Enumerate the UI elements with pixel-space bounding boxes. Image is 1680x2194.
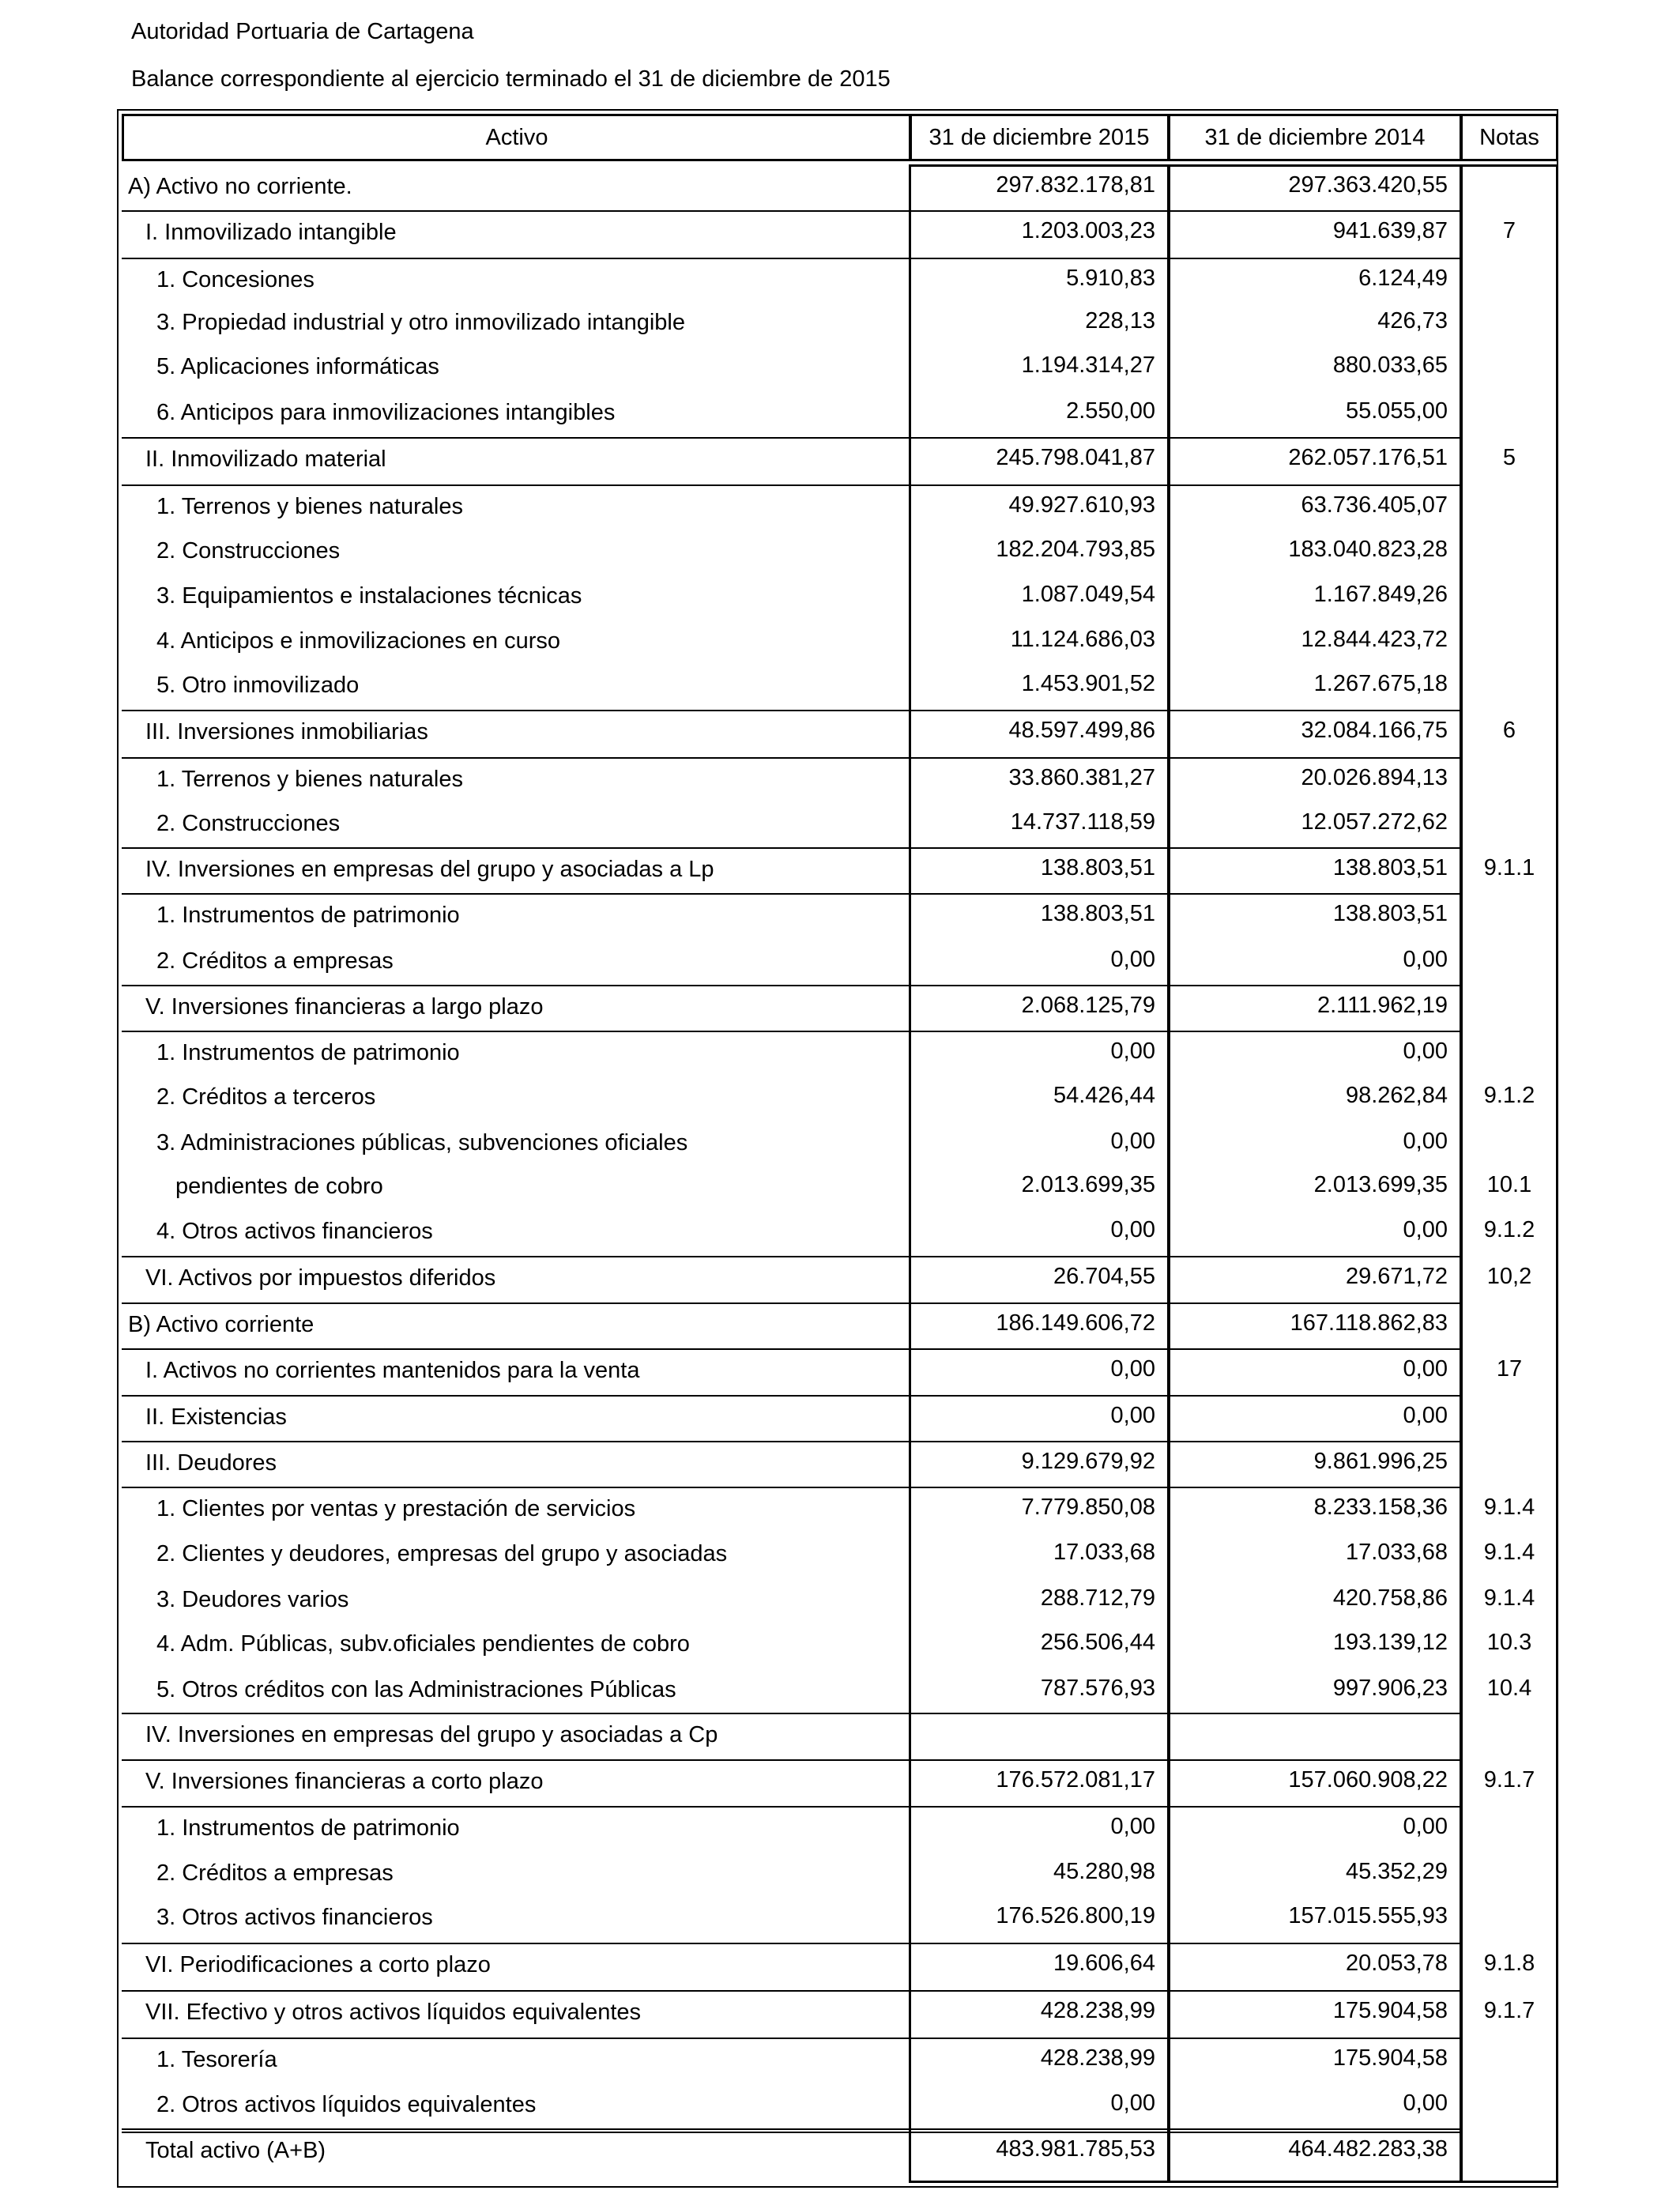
row-label: V. Inversiones financieras a largo plazo bbox=[145, 994, 544, 1020]
row-separator bbox=[122, 258, 1462, 259]
value-2014: 6.124,49 bbox=[1358, 266, 1448, 291]
row-label: VII. Efectivo y otros activos líquidos equivalentes bbox=[145, 2000, 642, 2025]
value-2014: 0,00 bbox=[1403, 1129, 1448, 1154]
value-2015: 0,00 bbox=[1110, 1356, 1155, 1382]
row-label: 1. Instrumentos de patrimonio bbox=[156, 1040, 460, 1065]
row-label: 3. Otros activos financieros bbox=[156, 1905, 433, 1930]
row-note: 9.1.2 bbox=[1483, 1083, 1535, 1108]
value-2014: 193.139,12 bbox=[1332, 1630, 1448, 1655]
row-label: 1. Terrenos y bienes naturales bbox=[156, 494, 463, 519]
value-2014: 98.262,84 bbox=[1345, 1083, 1448, 1108]
value-2014: 1.167.849,26 bbox=[1313, 582, 1448, 607]
row-label: III. Inversiones inmobiliarias bbox=[145, 719, 428, 745]
row-note: 9.1.4 bbox=[1483, 1585, 1535, 1611]
row-label: 2. Créditos a terceros bbox=[156, 1084, 376, 1110]
value-2015: 14.737.118,59 bbox=[1010, 809, 1155, 835]
value-2015: 1.087.049,54 bbox=[1021, 582, 1155, 607]
value-2015: 33.860.381,27 bbox=[1008, 765, 1155, 790]
row-note: 9.1.2 bbox=[1483, 1217, 1535, 1242]
value-2015: 0,00 bbox=[1110, 1039, 1155, 1064]
row-separator bbox=[122, 210, 1462, 212]
row-separator bbox=[122, 985, 1462, 986]
row-label: 1. Concesiones bbox=[156, 267, 315, 292]
row-label: 2. Otros activos líquidos equivalentes bbox=[156, 2092, 537, 2117]
doc-title: Balance correspondiente al ejercicio terminado el 31 de diciembre de 2015 bbox=[131, 66, 891, 92]
row-label: B) Activo corriente bbox=[128, 1312, 315, 1337]
row-separator bbox=[122, 1302, 1462, 1304]
total-separator bbox=[122, 2132, 1462, 2133]
value-2014: 63.736.405,07 bbox=[1301, 492, 1448, 518]
value-2015: 11.124.686,03 bbox=[1010, 627, 1155, 652]
value-2014: 880.033,65 bbox=[1332, 352, 1448, 378]
row-label: 3. Administraciones públicas, subvenciones oficiales bbox=[156, 1130, 688, 1155]
row-separator bbox=[122, 437, 1462, 439]
value-2014: 262.057.176,51 bbox=[1288, 445, 1448, 470]
row-note: 10.4 bbox=[1486, 1676, 1532, 1701]
value-2015: 26.704,55 bbox=[1053, 1264, 1155, 1289]
value-2014: 157.060.908,22 bbox=[1288, 1767, 1448, 1793]
value-2015: 7.779.850,08 bbox=[1021, 1495, 1155, 1520]
row-separator bbox=[122, 847, 1462, 849]
value-2015: 138.803,51 bbox=[1040, 855, 1155, 880]
value-2015: 1.194.314,27 bbox=[1021, 352, 1155, 378]
value-2014: 2.013.699,35 bbox=[1313, 1172, 1448, 1197]
row-note: 17 bbox=[1496, 1356, 1523, 1382]
row-separator bbox=[122, 484, 1462, 486]
value-2015: 0,00 bbox=[1110, 1129, 1155, 1154]
row-separator bbox=[122, 893, 1462, 895]
row-separator bbox=[122, 2038, 1462, 2039]
row-label: 5. Otro inmovilizado bbox=[156, 673, 360, 698]
value-2014: 32.084.166,75 bbox=[1301, 718, 1448, 743]
header-notas: Notas bbox=[1460, 114, 1558, 161]
value-2015: 182.204.793,85 bbox=[996, 537, 1155, 562]
row-label: 2. Créditos a empresas bbox=[156, 948, 394, 974]
value-2014: 0,00 bbox=[1403, 1814, 1448, 1839]
row-label: II. Existencias bbox=[145, 1404, 287, 1430]
value-2014: 20.026.894,13 bbox=[1301, 765, 1448, 790]
value-2014: 167.118.862,83 bbox=[1290, 1310, 1448, 1336]
value-2014: 17.033,68 bbox=[1345, 1540, 1448, 1565]
row-note: 9.1.4 bbox=[1483, 1495, 1535, 1520]
row-note: 9.1.1 bbox=[1483, 855, 1535, 880]
row-label: VI. Activos por impuestos diferidos bbox=[145, 1265, 496, 1291]
value-2015: 297.832.178,81 bbox=[996, 172, 1155, 198]
value-2014: 0,00 bbox=[1403, 2090, 1448, 2116]
row-label: I. Inmovilizado intangible bbox=[145, 220, 397, 245]
value-2015: 1.453.901,52 bbox=[1021, 671, 1155, 696]
value-2015: 5.910,83 bbox=[1066, 266, 1155, 291]
row-note: 10.1 bbox=[1486, 1172, 1532, 1197]
row-label: I. Activos no corrientes mantenidos para la venta bbox=[145, 1358, 640, 1383]
row-separator bbox=[122, 1713, 1462, 1714]
row-label: 1. Instrumentos de patrimonio bbox=[156, 1815, 460, 1841]
value-2015: 176.526.800,19 bbox=[996, 1903, 1155, 1928]
value-2014: 0,00 bbox=[1403, 1356, 1448, 1382]
value-2015: 428.238,99 bbox=[1040, 2045, 1155, 2071]
value-2015: 256.506,44 bbox=[1040, 1630, 1155, 1655]
value-2015: 19.606,64 bbox=[1053, 1951, 1155, 1976]
value-2015: 428.238,99 bbox=[1040, 1998, 1155, 2023]
value-2014: 20.053,78 bbox=[1345, 1951, 1448, 1976]
row-separator bbox=[122, 1256, 1462, 1257]
value-2014: 997.906,23 bbox=[1332, 1676, 1448, 1701]
row-label: 2. Construcciones bbox=[156, 811, 341, 836]
value-2015: 176.572.081,17 bbox=[996, 1767, 1155, 1793]
value-2014: 420.758,86 bbox=[1332, 1585, 1448, 1611]
row-label: 5. Aplicaciones informáticas bbox=[156, 354, 439, 379]
value-2015: 228,13 bbox=[1085, 308, 1155, 334]
value-2014: 8.233.158,36 bbox=[1313, 1495, 1448, 1520]
row-label: 4. Adm. Públicas, subv.oficiales pendientes de cobro bbox=[156, 1631, 690, 1657]
value-2014: 941.639,87 bbox=[1332, 218, 1448, 243]
value-2015: 0,00 bbox=[1110, 1814, 1155, 1839]
header-2014: 31 de diciembre 2014 bbox=[1168, 114, 1462, 161]
row-label: 3. Propiedad industrial y otro inmovilizado intangible bbox=[156, 310, 685, 335]
value-2014: 0,00 bbox=[1403, 1403, 1448, 1428]
row-label: 5. Otros créditos con las Administraciones Públicas bbox=[156, 1677, 676, 1702]
row-label: 2. Créditos a empresas bbox=[156, 1860, 394, 1886]
value-2015: 483.981.785,53 bbox=[996, 2136, 1155, 2162]
row-separator bbox=[122, 1759, 1462, 1761]
value-2014: 12.057.272,62 bbox=[1301, 809, 1448, 835]
value-2015: 245.798.041,87 bbox=[996, 445, 1155, 470]
row-note: 9.1.4 bbox=[1483, 1540, 1535, 1565]
row-note: 9.1.7 bbox=[1483, 1998, 1535, 2023]
header-activo: Activo bbox=[122, 114, 912, 161]
row-note: 9.1.8 bbox=[1483, 1951, 1535, 1976]
row-note: 9.1.7 bbox=[1483, 1767, 1535, 1793]
value-2014: 2.111.962,19 bbox=[1317, 993, 1448, 1018]
row-label: 1. Terrenos y bienes naturales bbox=[156, 767, 463, 792]
value-2015: 49.927.610,93 bbox=[1008, 492, 1155, 518]
row-label: 4. Otros activos financieros bbox=[156, 1219, 433, 1244]
row-label: III. Deudores bbox=[145, 1450, 277, 1476]
row-label: VI. Periodificaciones a corto plazo bbox=[145, 1952, 491, 1977]
value-2014: 175.904,58 bbox=[1332, 2045, 1448, 2071]
value-2015: 138.803,51 bbox=[1040, 901, 1155, 926]
row-label: IV. Inversiones en empresas del grupo y asociadas a Lp bbox=[145, 857, 714, 882]
row-separator bbox=[122, 1990, 1462, 1992]
header-2015: 31 de diciembre 2015 bbox=[909, 114, 1170, 161]
row-separator bbox=[122, 1395, 1462, 1397]
row-separator bbox=[122, 710, 1462, 711]
value-2015: 0,00 bbox=[1110, 1403, 1155, 1428]
row-separator bbox=[122, 2128, 1462, 2130]
row-note: 10.3 bbox=[1486, 1630, 1532, 1655]
row-label: pendientes de cobro bbox=[175, 1174, 383, 1199]
row-label: 1. Clientes por ventas y prestación de servicios bbox=[156, 1496, 636, 1521]
row-note: 6 bbox=[1502, 718, 1516, 743]
value-2014: 1.267.675,18 bbox=[1313, 671, 1448, 696]
row-note: 5 bbox=[1502, 445, 1516, 470]
value-2014: 138.803,51 bbox=[1332, 855, 1448, 880]
row-label: 1. Instrumentos de patrimonio bbox=[156, 903, 460, 928]
value-2014: 0,00 bbox=[1403, 947, 1448, 972]
value-2014: 29.671,72 bbox=[1345, 1264, 1448, 1289]
value-2014: 426,73 bbox=[1377, 308, 1448, 334]
value-2014: 12.844.423,72 bbox=[1301, 627, 1448, 652]
row-label: IV. Inversiones en empresas del grupo y asociadas a Cp bbox=[145, 1722, 718, 1747]
row-note: 10,2 bbox=[1486, 1264, 1532, 1289]
value-2015: 1.203.003,23 bbox=[1021, 218, 1155, 243]
row-label: V. Inversiones financieras a corto plazo bbox=[145, 1769, 544, 1794]
row-label: 6. Anticipos para inmovilizaciones intangibles bbox=[156, 400, 616, 425]
row-separator bbox=[122, 1806, 1462, 1808]
doc-org: Autoridad Portuaria de Cartagena bbox=[131, 19, 474, 44]
row-label: 1. Tesorería bbox=[156, 2047, 277, 2072]
row-separator bbox=[122, 757, 1462, 759]
value-2015: 2.013.699,35 bbox=[1021, 1172, 1155, 1197]
value-2014: 9.861.996,25 bbox=[1313, 1449, 1448, 1474]
value-2015: 0,00 bbox=[1110, 1217, 1155, 1242]
value-2015: 48.597.499,86 bbox=[1008, 718, 1155, 743]
row-label: 2. Construcciones bbox=[156, 538, 341, 564]
value-2014: 55.055,00 bbox=[1345, 398, 1448, 424]
row-label: 3. Equipamientos e instalaciones técnicas bbox=[156, 583, 582, 609]
value-2014: 138.803,51 bbox=[1332, 901, 1448, 926]
value-2014: 157.015.555,93 bbox=[1288, 1903, 1448, 1928]
value-2015: 0,00 bbox=[1110, 947, 1155, 972]
row-separator bbox=[122, 1943, 1462, 1944]
row-label: A) Activo no corriente. bbox=[128, 174, 352, 199]
value-2015: 0,00 bbox=[1110, 2090, 1155, 2116]
row-label: 3. Deudores varios bbox=[156, 1587, 349, 1612]
value-2015: 2.550,00 bbox=[1066, 398, 1155, 424]
balance-table bbox=[117, 109, 1558, 2188]
row-label: 2. Clientes y deudores, empresas del grupo y asociadas bbox=[156, 1541, 728, 1566]
value-2014: 183.040.823,28 bbox=[1288, 537, 1448, 562]
value-2014: 0,00 bbox=[1403, 1217, 1448, 1242]
value-2014: 297.363.420,55 bbox=[1288, 172, 1448, 198]
value-2014: 464.482.283,38 bbox=[1288, 2136, 1448, 2162]
row-label: 4. Anticipos e inmovilizaciones en curso bbox=[156, 628, 560, 654]
row-label: II. Inmovilizado material bbox=[145, 447, 386, 472]
value-2015: 2.068.125,79 bbox=[1021, 993, 1155, 1018]
row-separator bbox=[122, 1031, 1462, 1032]
value-2015: 186.149.606,72 bbox=[996, 1310, 1155, 1336]
value-2015: 787.576,93 bbox=[1040, 1676, 1155, 1701]
value-2015: 9.129.679,92 bbox=[1021, 1449, 1155, 1474]
row-separator bbox=[122, 1441, 1462, 1442]
row-label: Total activo (A+B) bbox=[145, 2138, 326, 2163]
value-2015: 17.033,68 bbox=[1053, 1540, 1155, 1565]
row-separator bbox=[122, 1348, 1462, 1350]
row-separator bbox=[122, 1487, 1462, 1488]
value-2014: 0,00 bbox=[1403, 1039, 1448, 1064]
row-note: 7 bbox=[1502, 218, 1516, 243]
value-2015: 288.712,79 bbox=[1040, 1585, 1155, 1611]
value-2015: 54.426,44 bbox=[1053, 1083, 1155, 1108]
value-2014: 45.352,29 bbox=[1345, 1859, 1448, 1884]
value-2015: 45.280,98 bbox=[1053, 1859, 1155, 1884]
value-2014: 175.904,58 bbox=[1332, 1998, 1448, 2023]
